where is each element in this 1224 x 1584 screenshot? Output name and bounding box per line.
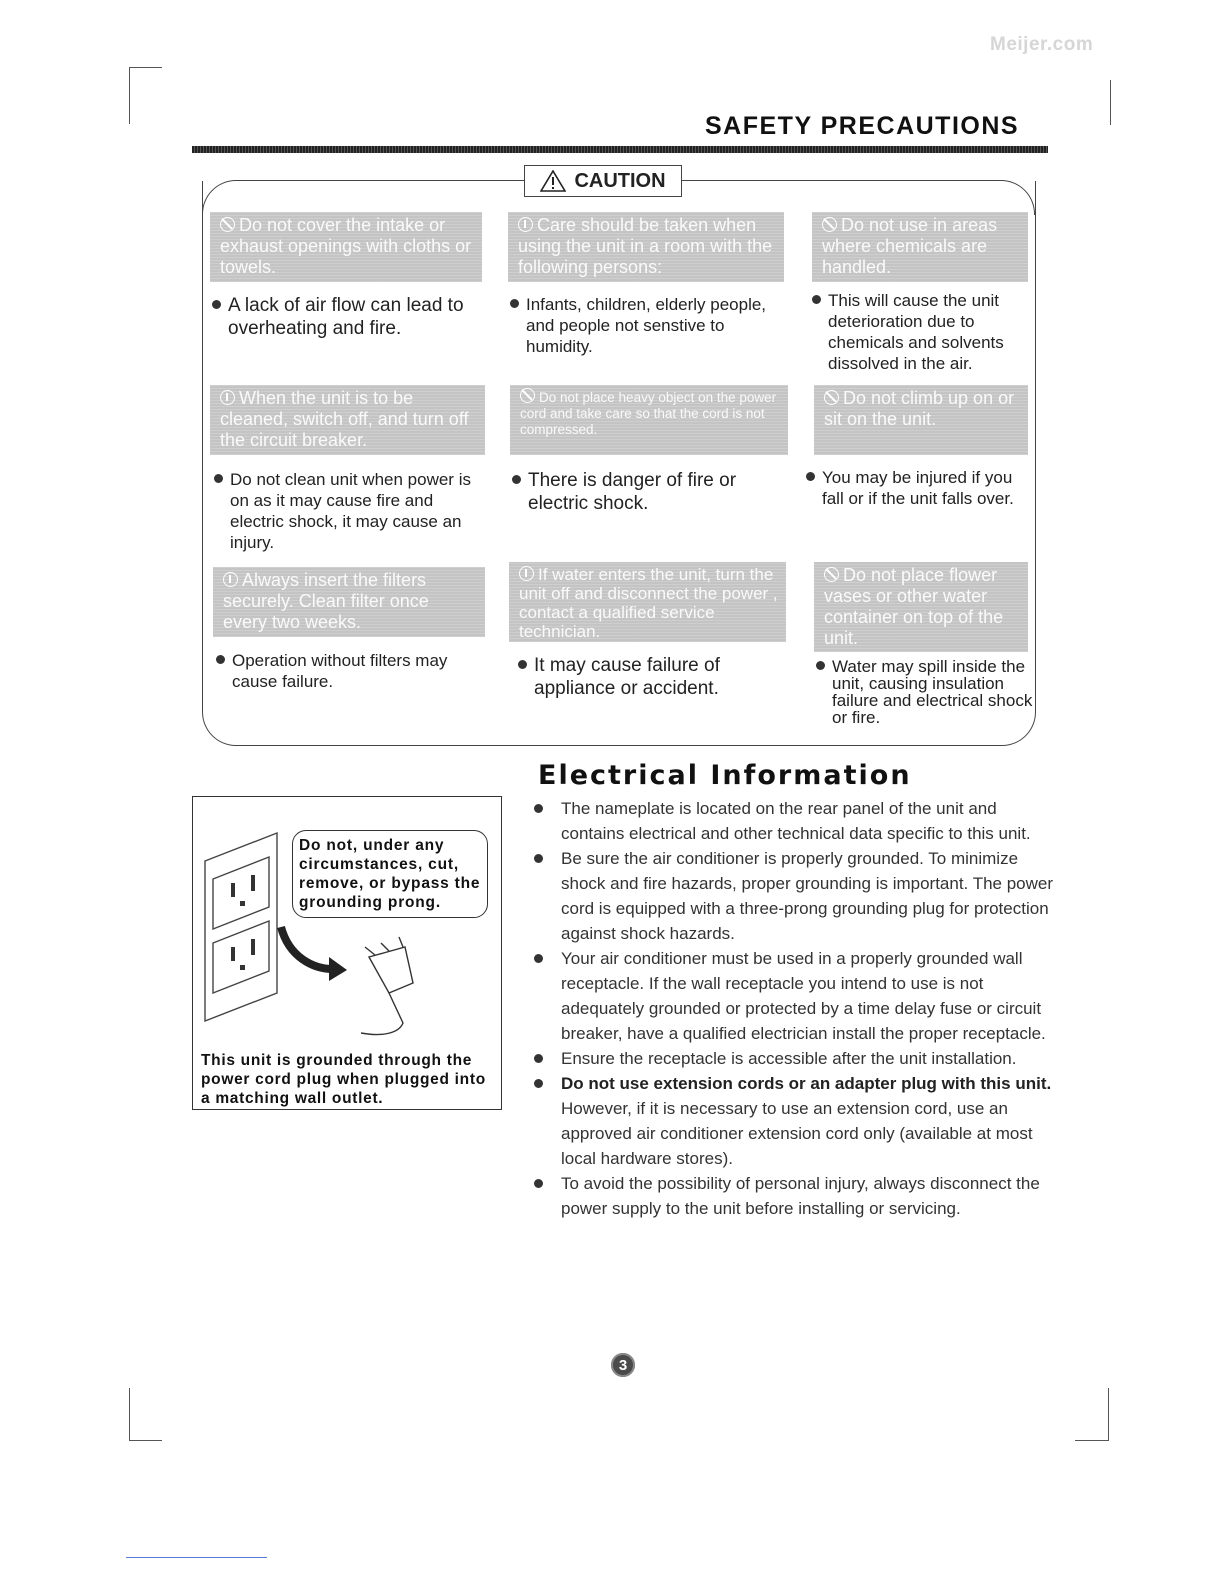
caution-note-6: You may be injured if you fall or if the unit falls over.	[806, 467, 1028, 509]
caution-note-7: Operation without filters may cause failure.	[216, 650, 466, 692]
bullet-icon	[510, 299, 519, 308]
caution-note-4: Do not clean unit when power is on as it may cause fire and electric shock, it may cause an injury.	[214, 469, 474, 553]
caution-warning-3: Do not use in areas where chemicals are handled.	[812, 212, 1028, 282]
caution-note-5: There is danger of fire or electric shock.	[512, 469, 776, 515]
bullet-icon	[512, 475, 521, 484]
bullet-icon	[816, 661, 825, 670]
caution-warning-7: Always insert the filters securely. Clean filter once every two weeks.	[213, 567, 485, 637]
page-number: 3	[611, 1353, 635, 1377]
bullet-icon	[212, 300, 221, 309]
info-icon	[518, 217, 533, 232]
info-icon	[519, 566, 534, 581]
caution-text: CAUTION	[574, 169, 666, 192]
bullet-icon	[534, 1054, 543, 1063]
bullet-icon	[806, 472, 815, 481]
caution-frame-top-right	[680, 180, 1035, 215]
caution-warning-4: When the unit is to be cleaned, switch off, and turn off the circuit breaker.	[210, 385, 485, 455]
bullet-icon	[214, 474, 223, 483]
list-item: To avoid the possibility of personal injury, always disconnect the power supply to the unit before installing or servicing.	[534, 1171, 1054, 1221]
grounding-callout: Do not, under any circumstances, cut, remove, or bypass the grounding prong.	[292, 830, 488, 918]
caution-note-2: Infants, children, elderly people, and people not senstive to humidity.	[510, 294, 786, 357]
info-icon	[220, 390, 235, 405]
grounding-caption: This unit is grounded through the power cord plug when plugged into a matching wall outlet.	[201, 1052, 486, 1107]
caution-warning-5: Do not place heavy object on the power cord and take care so that the cord is not compressed.	[510, 385, 788, 455]
electrical-info-list	[534, 796, 1054, 1221]
crop-mark-bottom-right-h	[1075, 1440, 1109, 1441]
caution-warning-9: Do not place flower vases or other water container on top of the unit.	[814, 562, 1028, 652]
warning-triangle-icon	[540, 170, 566, 192]
bullet-icon	[812, 295, 821, 304]
bullet-icon	[534, 1079, 543, 1088]
list-item: Do not use extension cords or an adapter plug with this unit. However, if it is necessary to use an extension cord, use an approved air conditioner extension cord only (available at most local hardware stores).	[534, 1071, 1054, 1171]
caution-label	[524, 165, 682, 197]
caution-note-8: It may cause failure of appliance or accident.	[518, 654, 768, 700]
crop-mark-top-left-v	[129, 67, 130, 124]
bullet-icon	[534, 1179, 543, 1188]
info-icon	[223, 572, 238, 587]
caution-note-9: Water may spill inside the unit, causing insulation failure and electrical shock or fire.	[816, 658, 1034, 726]
crop-mark-top-left-h	[129, 67, 162, 68]
prohibition-icon	[220, 217, 235, 232]
crop-mark-top-right-v	[1110, 80, 1111, 125]
bullet-icon	[518, 660, 527, 669]
caution-warning-8: If water enters the unit, turn the unit off and disconnect the power , contact a qualified service technician.	[509, 562, 786, 642]
list-item: Your air conditioner must be used in a properly grounded wall receptacle. If the wall receptacle you intend to use is not adequately grounded or protected by a time delay fuse or circuit breaker, have a qualified electrician install the proper receptacle.	[534, 946, 1054, 1046]
caution-warning-1: Do not cover the intake or exhaust openings with cloths or towels.	[210, 212, 482, 282]
footer-line	[126, 1557, 267, 1558]
bullet-icon	[216, 655, 225, 664]
caution-warning-6: Do not climb up on or sit on the unit.	[814, 385, 1028, 455]
section-title-electrical: Electrical Information	[538, 760, 912, 791]
prohibition-icon	[822, 217, 837, 232]
list-item: The nameplate is located on the rear panel of the unit and contains electrical and other technical data specific to this unit.	[534, 796, 1054, 846]
caution-note-1: A lack of air flow can lead to overheating and fire.	[212, 294, 472, 340]
caution-frame-top-left	[202, 180, 525, 215]
caution-warning-2: Care should be taken when using the unit in a room with the following persons:	[508, 212, 784, 282]
caution-note-3: This will cause the unit deterioration due to chemicals and solvents dissolved in the air.	[812, 290, 1030, 374]
bullet-icon	[534, 854, 543, 863]
prohibition-icon	[824, 390, 839, 405]
list-item: Be sure the air conditioner is properly grounded. To minimize shock and fire hazards, proper grounding is important. The power cord is equipped with a three-prong grounding plug for protection against shock hazards.	[534, 846, 1054, 946]
page-title: SAFETY PRECAUTIONS	[705, 112, 1020, 140]
list-item: Ensure the receptacle is accessible after the unit installation.	[534, 1046, 1054, 1071]
prohibition-icon	[824, 567, 839, 582]
crop-mark-bottom-left-v	[129, 1388, 130, 1440]
bullet-icon	[534, 804, 543, 813]
bullet-icon	[534, 954, 543, 963]
crop-mark-bottom-right-v	[1108, 1388, 1109, 1440]
title-rule	[192, 146, 1048, 153]
crop-mark-bottom-left-h	[129, 1440, 162, 1441]
prohibition-icon	[520, 388, 535, 403]
watermark: Meijer.com	[990, 34, 1094, 55]
